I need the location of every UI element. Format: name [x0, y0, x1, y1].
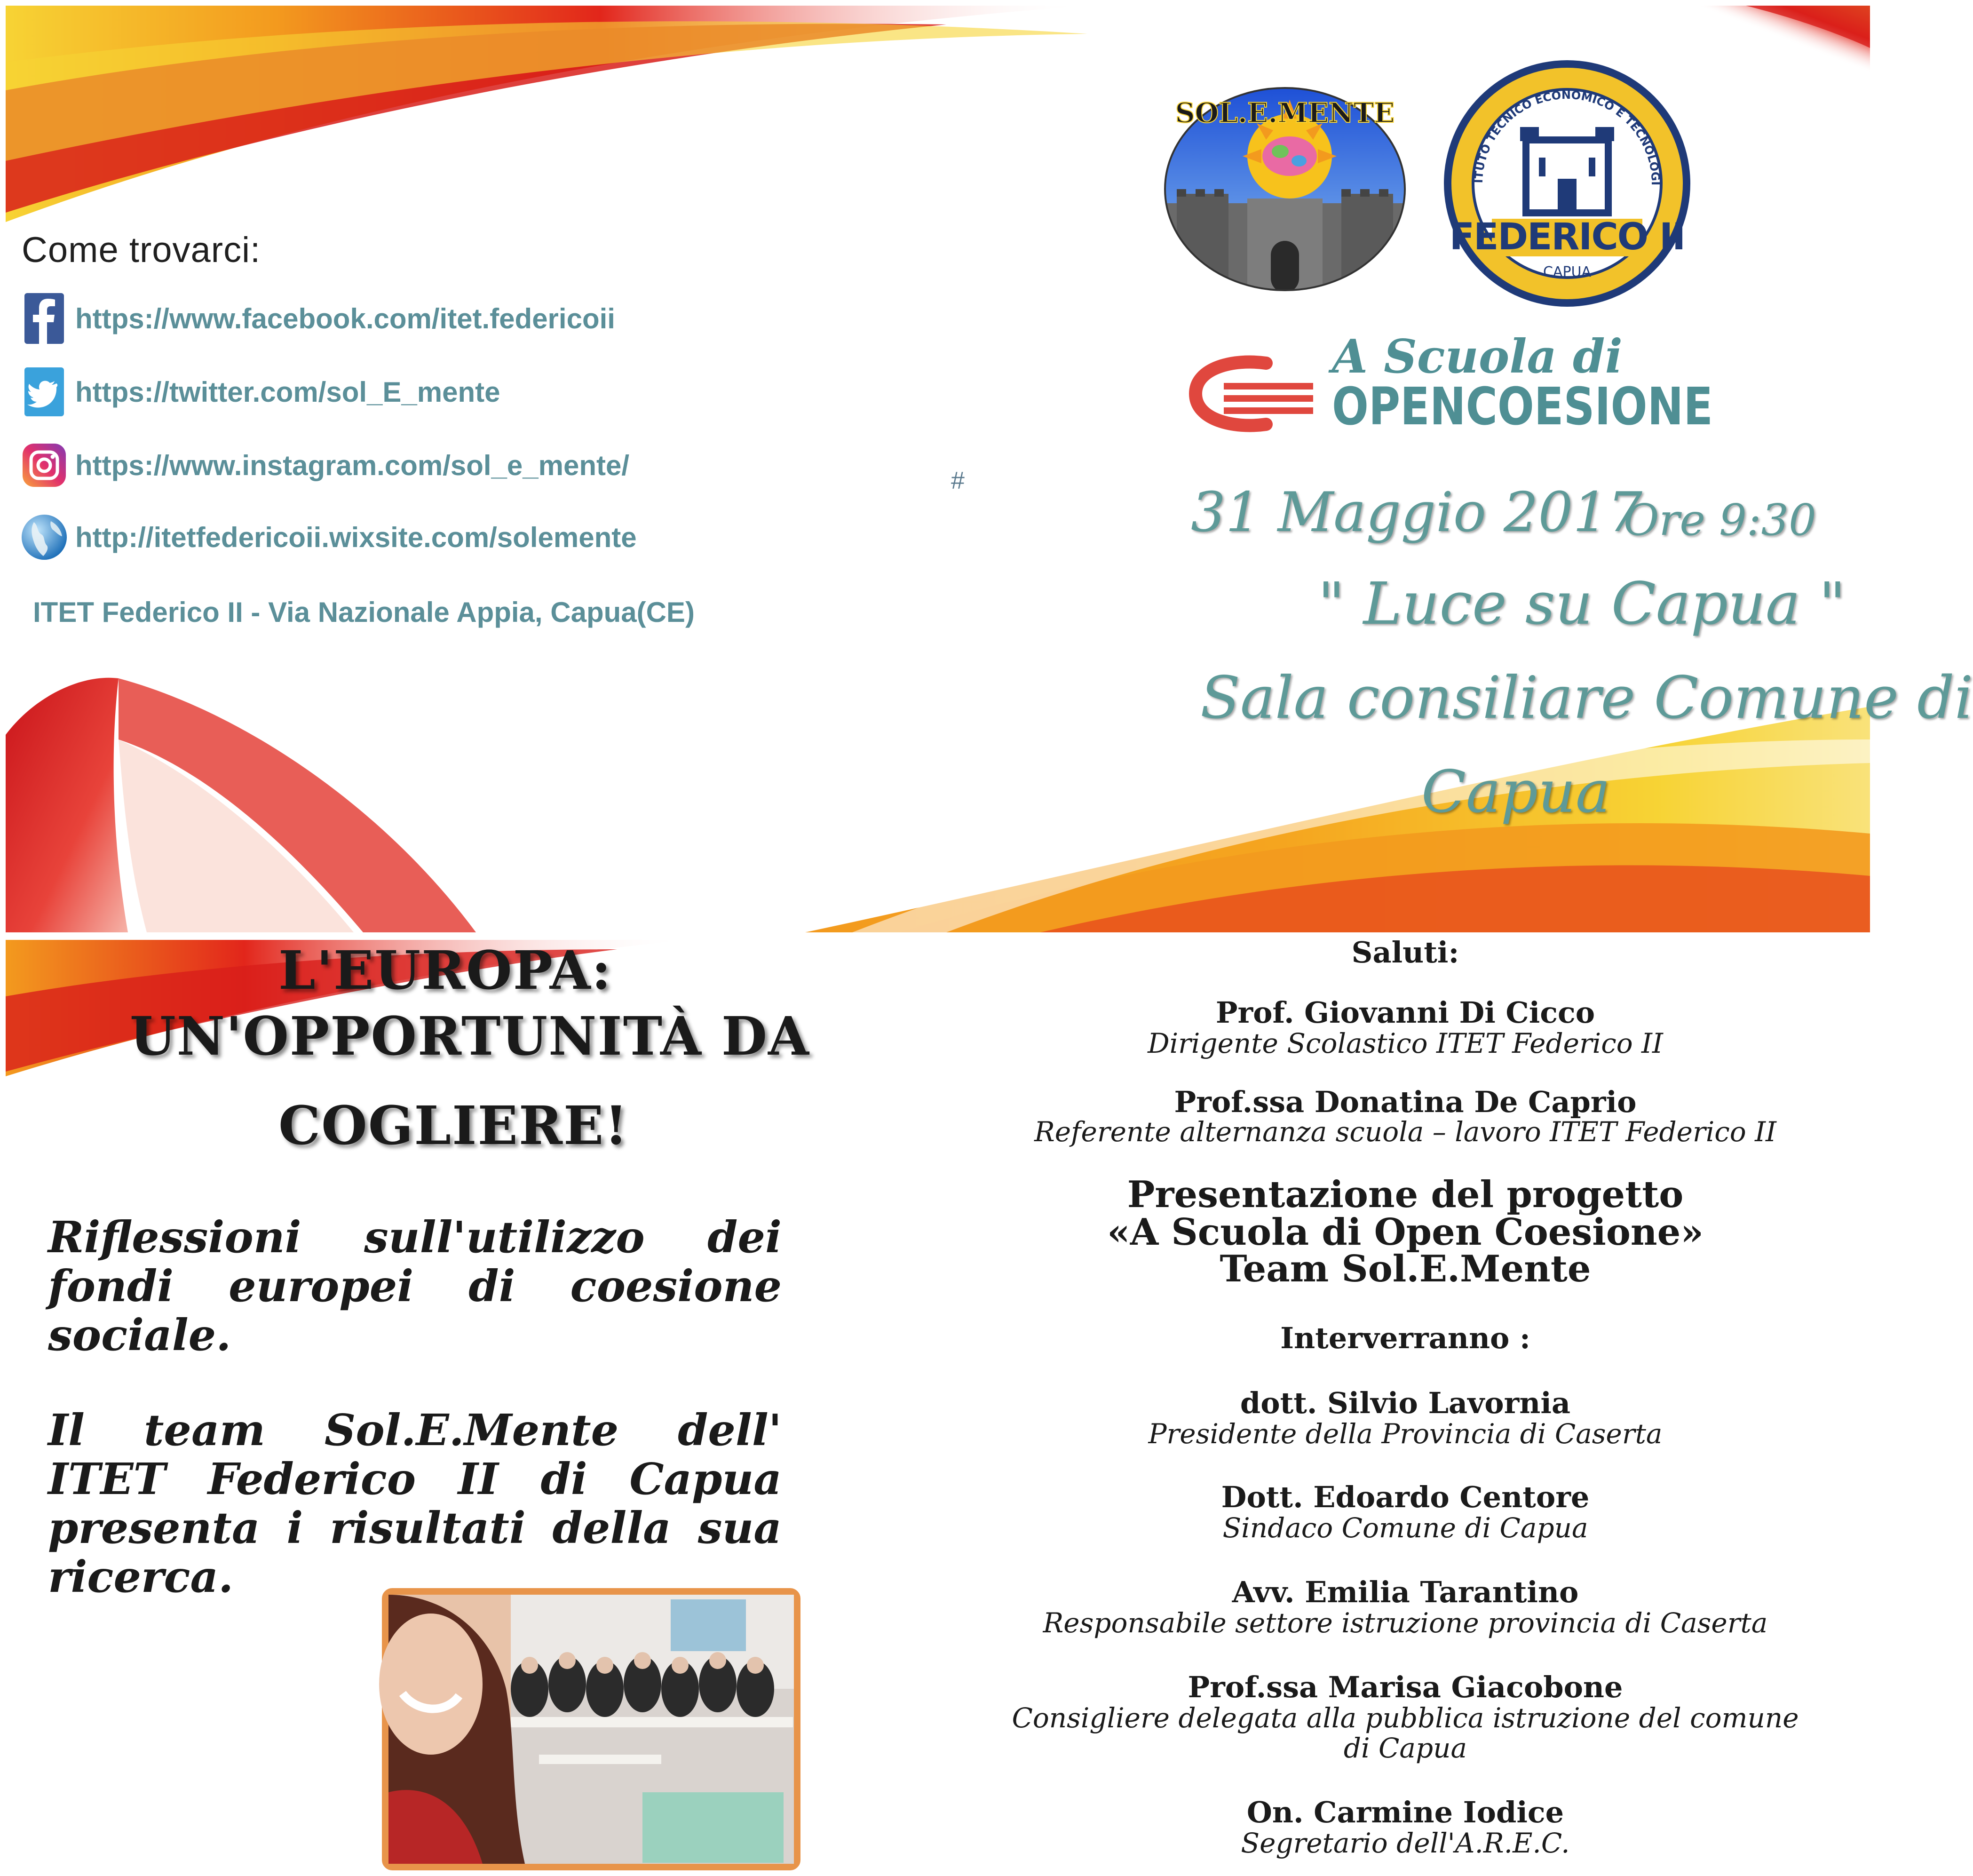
- speaker-3-role: Presidente della Provincia di Caserta: [1148, 1418, 1663, 1450]
- speaker-5-name: Avv. Emilia Tarantino: [1232, 1575, 1579, 1609]
- facebook-link[interactable]: https://www.facebook.com/itet.federicoii: [75, 302, 615, 334]
- team-photo: [382, 1588, 800, 1870]
- speaker-7-role: Segretario dell'A.R.E.C.: [1241, 1827, 1570, 1859]
- school-ring-text: ITUTO TECNICO ECONOMICO E TECNOLOGI: [1472, 88, 1663, 186]
- presentation-line-2: «A Scuola di Open Coesione»: [1107, 1211, 1704, 1254]
- greetings-label: Saluti:: [1351, 935, 1459, 970]
- twitter-contact[interactable]: [23, 366, 500, 418]
- presentation-line-3: Team Sol.E.Mente: [1220, 1248, 1591, 1290]
- school-city-text: CAPUA: [1543, 264, 1592, 280]
- twitter-link[interactable]: https://twitter.com/sol_E_mente: [75, 376, 500, 408]
- invitation-program-panel: [941, 935, 1870, 1870]
- event-venue: Sala consiliare Comune di: [1200, 664, 1973, 732]
- event-title: " Luce su Capua ": [1318, 570, 1846, 638]
- speaker-4-name: Dott. Edoardo Centore: [1221, 1480, 1590, 1514]
- event-city: Capua: [1421, 758, 1610, 826]
- globe-icon: [23, 511, 66, 563]
- speaker-2-role: Referente alternanza scuola – lavoro ITET Federico II: [1034, 1116, 1776, 1148]
- description-paragraph-2: Il team Sol.E.Mente dell' ITET Federico II di Capua presenta i risultati della sua ricerca.: [48, 1405, 782, 1602]
- school-address: ITET Federico II - Via Nazionale Appia, Capua(CE): [33, 596, 695, 628]
- instagram-icon: [23, 439, 66, 491]
- speaker-7-name: On. Carmine Iodice: [1246, 1795, 1564, 1829]
- opencoesione-logo: [1181, 330, 1727, 443]
- description-paragraph-1: Riflessioni sull'utilizzo dei fondi europei di coesione sociale.: [48, 1212, 782, 1360]
- speaker-1-role: Dirigente Scolastico ITET Federico II: [1148, 1027, 1663, 1059]
- instagram-contact[interactable]: [23, 439, 629, 491]
- speaker-4-role: Sindaco Comune di Capua: [1222, 1512, 1588, 1544]
- opencoesione-line1: A Scuola di: [1332, 330, 1623, 384]
- twitter-icon: [23, 366, 66, 418]
- opencoesione-line2: OPENCOESIONE: [1332, 376, 1713, 437]
- speaker-5-role: Responsabile settore istruzione provincia di Caserta: [1043, 1607, 1768, 1639]
- website-link[interactable]: http://itetfedericoii.wixsite.com/solemente: [75, 521, 637, 553]
- website-contact[interactable]: [23, 511, 637, 563]
- interventions-label: Interverranno :: [1280, 1321, 1530, 1355]
- invitation-front-panel: [6, 6, 1973, 932]
- speaker-6-role-line-2: di Capua: [1343, 1732, 1467, 1764]
- facebook-contact[interactable]: [23, 293, 615, 344]
- solemente-logo: [1163, 86, 1407, 293]
- invitation-inner-left-panel: [6, 940, 931, 1870]
- facebook-icon: [23, 293, 66, 344]
- headline-line1: L'EUROPA:: [278, 940, 612, 1002]
- speaker-6-role-line-1: Consigliere delegata alla pubblica istruzione del comune: [1012, 1702, 1799, 1734]
- speaker-2-name: Prof.ssa Donatina De Caprio: [1174, 1085, 1637, 1119]
- speaker-6-name: Prof.ssa Marisa Giacobone: [1188, 1670, 1623, 1704]
- headline-line3: COGLIERE!: [278, 1095, 629, 1157]
- school-name-text: FEDERICO II: [1449, 216, 1685, 258]
- event-date: 31 Maggio 2017: [1191, 481, 1642, 544]
- presentation-line-1: Presentazione del progetto: [1127, 1173, 1684, 1216]
- federico-ii-logo: [1440, 56, 1694, 310]
- solemente-logo-text: SOL.E.MENTE: [1175, 97, 1395, 129]
- instagram-link[interactable]: https://www.instagram.com/sol_e_mente/: [75, 449, 630, 481]
- hash-mark: #: [951, 467, 965, 494]
- headline-line2: UN'OPPORTUNITÀ DA: [130, 1006, 810, 1067]
- contacts-title: Come trovarci:: [22, 230, 261, 270]
- event-time: Ore 9:30: [1624, 495, 1816, 545]
- speaker-3-name: dott. Silvio Lavornia: [1240, 1386, 1571, 1420]
- speaker-1-name: Prof. Giovanni Di Cicco: [1215, 995, 1595, 1030]
